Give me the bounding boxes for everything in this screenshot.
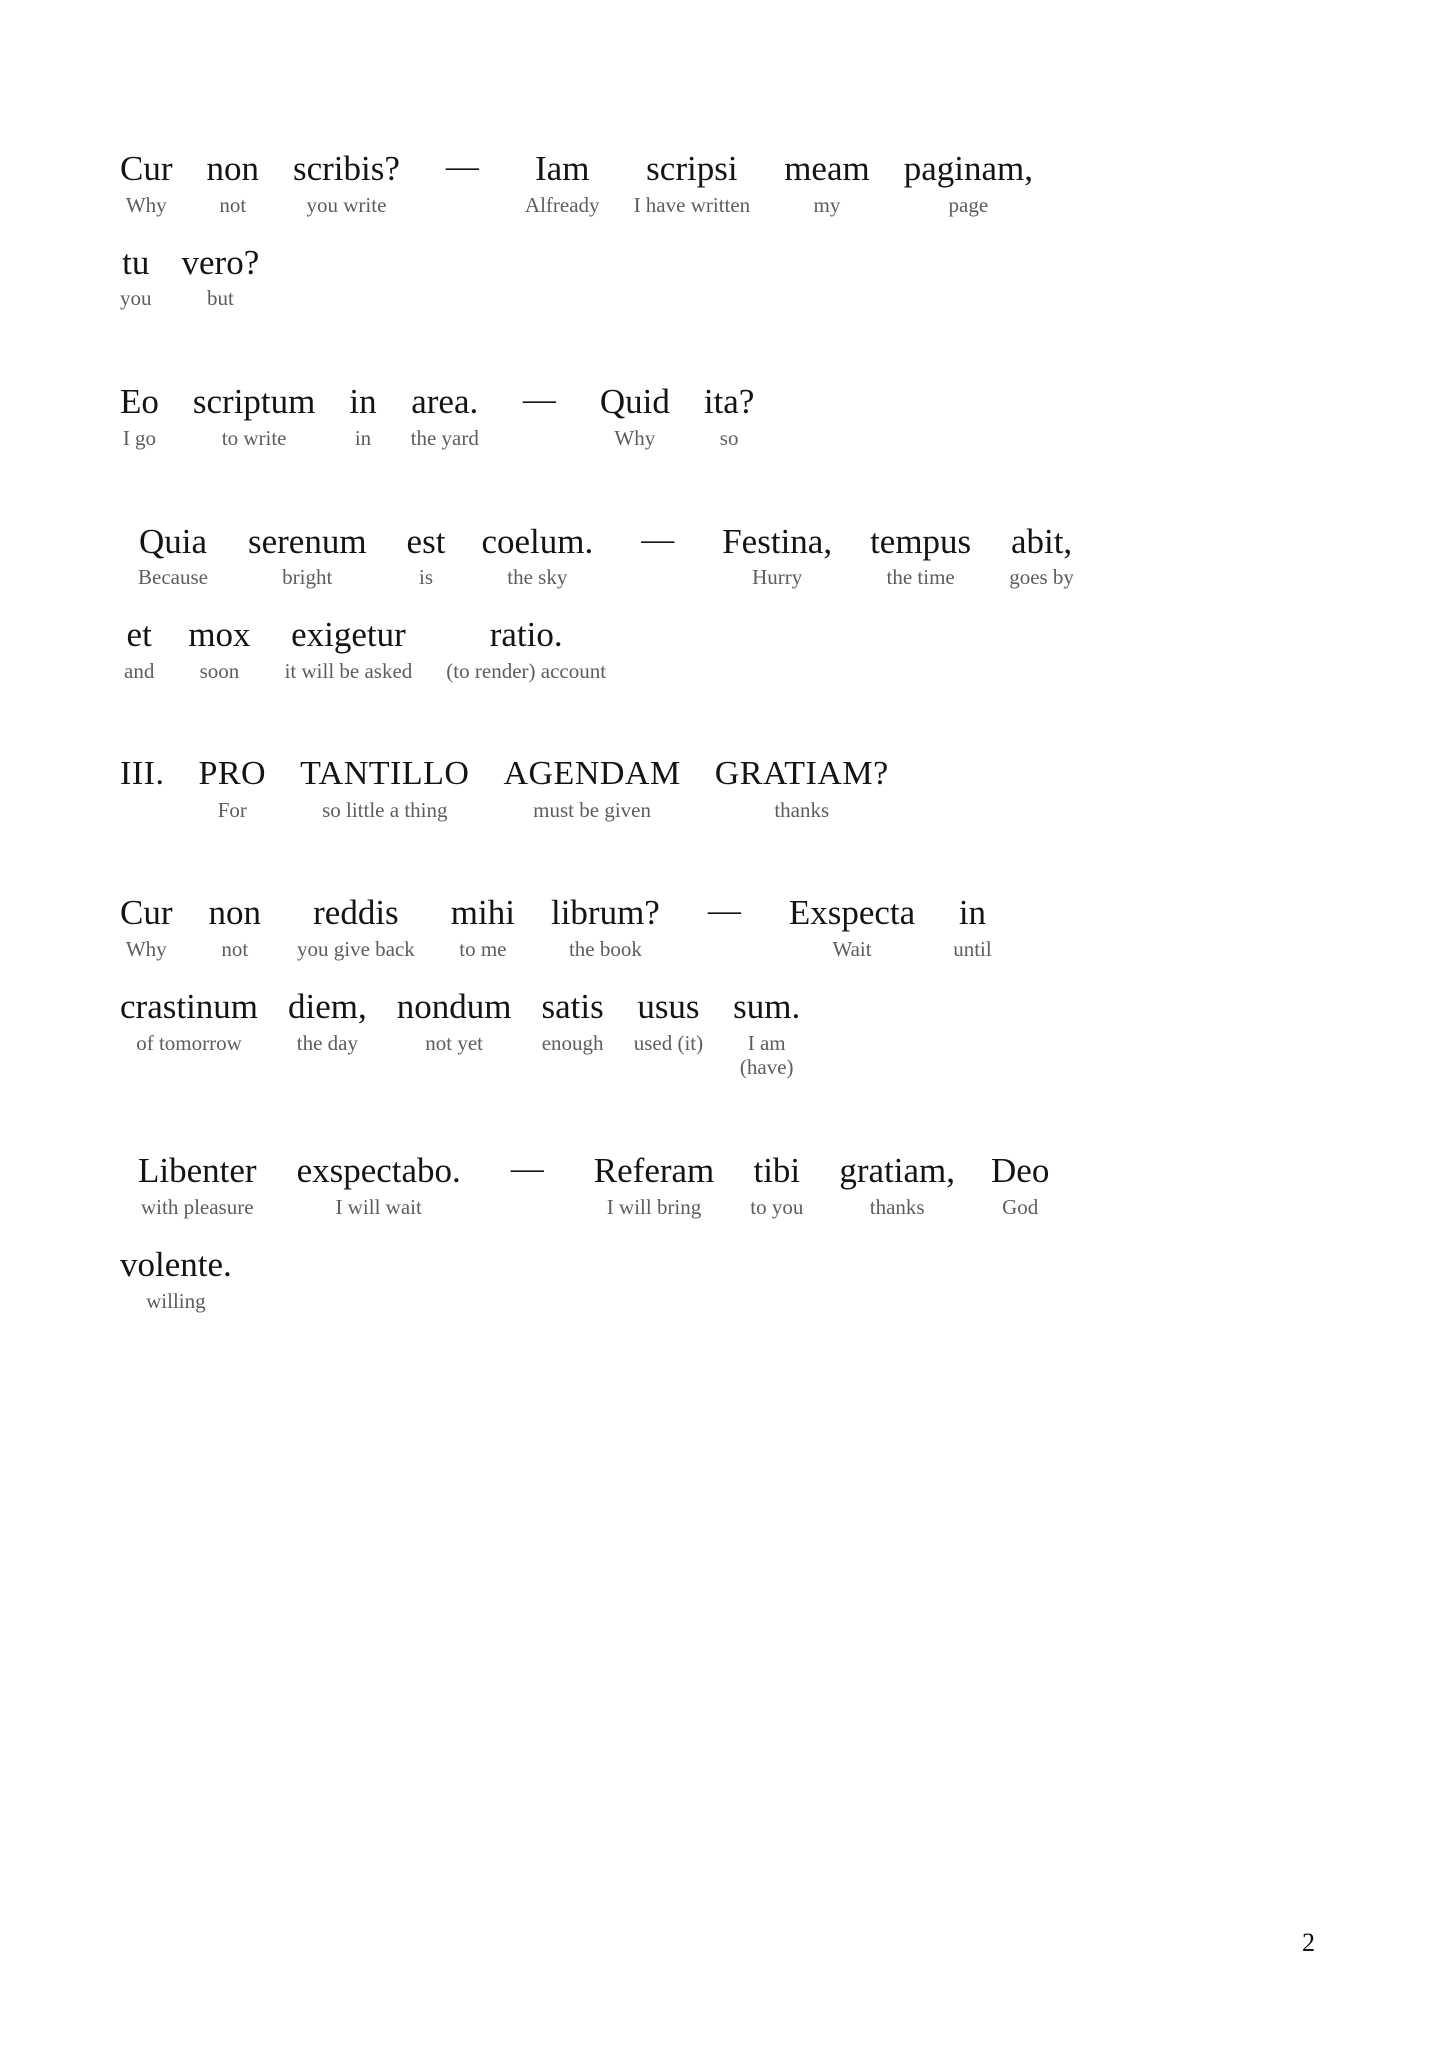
english-gloss: must be given [533, 797, 651, 822]
english-gloss: willing [146, 1288, 206, 1313]
latin-word: III. [120, 754, 165, 792]
word-pair [600, 383, 670, 451]
word-pair [594, 1152, 714, 1220]
sentence-block [120, 894, 1325, 1080]
interlinear-line [120, 894, 1325, 962]
english-gloss: the sky [507, 565, 568, 590]
english-gloss: is [418, 565, 433, 590]
page-number: 2 [1302, 1928, 1315, 1957]
english-gloss: used (it) [633, 1030, 704, 1055]
english-gloss: I will wait [335, 1194, 422, 1219]
english-gloss: thanks [774, 797, 830, 822]
latin-word: reddis [313, 893, 399, 933]
english-gloss: God [1002, 1194, 1039, 1219]
word-pair [293, 150, 400, 218]
word-pair [750, 1152, 803, 1220]
word-pair [789, 894, 915, 962]
english-gloss: you give back [297, 937, 415, 962]
dash-separator [446, 150, 479, 191]
latin-word: TANTILLO [300, 754, 470, 792]
english-gloss: I am [747, 1030, 786, 1055]
latin-word: in [958, 893, 987, 933]
english-gloss: the day [296, 1030, 359, 1055]
english-gloss: Why [125, 192, 167, 217]
word-pair [397, 988, 512, 1056]
word-pair [839, 1152, 955, 1220]
interlinear-line [120, 244, 1325, 312]
interlinear-line [120, 1246, 1325, 1314]
english-gloss: not yet [425, 1030, 483, 1055]
latin-word: crastinum [120, 986, 259, 1026]
latin-word: scribis? [293, 149, 400, 188]
word-pair [138, 1152, 257, 1220]
english-gloss: to write [221, 425, 287, 450]
english-gloss: and [124, 659, 155, 684]
dash-separator [641, 523, 674, 564]
latin-word: non [208, 893, 261, 933]
interlinear-line [120, 756, 1325, 822]
word-pair [300, 756, 469, 822]
latin-word: serenum [247, 521, 367, 561]
latin-word: Iam [535, 149, 590, 188]
word-pair [198, 756, 266, 822]
latin-word: PRO [198, 754, 267, 792]
english-gloss: Because [138, 565, 208, 590]
latin-word: GRATIAM? [714, 754, 889, 792]
word-pair [182, 244, 260, 312]
sentence-block [120, 523, 1325, 684]
latin-word: AGENDAM [503, 754, 681, 792]
em-dash: — [445, 149, 479, 185]
word-pair [870, 523, 971, 591]
interlinear-line [120, 988, 1325, 1080]
word-pair [542, 988, 604, 1056]
word-pair [407, 523, 446, 591]
word-pair [138, 523, 208, 591]
sentence-block [120, 383, 1325, 451]
english-gloss: Why [125, 937, 167, 962]
em-dash: — [641, 521, 675, 558]
word-pair [193, 383, 315, 451]
latin-word: Cur [120, 149, 173, 188]
word-pair [953, 894, 992, 962]
latin-word: abit, [1010, 521, 1073, 561]
latin-word: scriptum [192, 382, 316, 422]
latin-word: satis [541, 986, 604, 1026]
latin-word: Exspecta [788, 893, 916, 933]
english-gloss: Why [614, 425, 656, 450]
english-gloss-continuation: (have) [739, 1055, 794, 1080]
latin-word: Quia [138, 521, 207, 561]
latin-word: diem, [288, 986, 367, 1026]
latin-word: Festina, [722, 521, 833, 561]
english-gloss: the yard [410, 425, 479, 450]
word-pair [285, 616, 413, 684]
word-pair [551, 894, 660, 962]
interlinear-line [120, 150, 1325, 218]
english-gloss: Wait [832, 937, 872, 962]
word-pair [991, 1152, 1049, 1220]
sentence-block [120, 150, 1325, 311]
dash-separator [708, 894, 741, 935]
word-pair [120, 150, 173, 218]
word-pair [722, 523, 832, 591]
dash-separator [511, 1152, 544, 1193]
english-gloss: Alfready [524, 192, 600, 217]
em-dash: — [522, 382, 556, 419]
latin-word: paginam, [903, 149, 1033, 188]
word-pair [120, 244, 152, 312]
word-pair [120, 1246, 232, 1314]
latin-word: meam [784, 149, 870, 188]
word-pair [120, 756, 164, 798]
latin-word: est [406, 521, 446, 561]
english-gloss: so [719, 425, 739, 450]
latin-word: mihi [450, 893, 515, 933]
english-gloss: with pleasure [141, 1194, 254, 1219]
latin-word: volente. [120, 1244, 232, 1284]
word-pair [288, 988, 367, 1056]
word-pair [411, 383, 479, 451]
word-pair [349, 383, 376, 451]
word-pair [120, 894, 173, 962]
english-gloss: so little a thing [322, 797, 448, 822]
english-gloss: goes by [1009, 565, 1074, 590]
english-gloss: in [354, 425, 372, 450]
latin-word: in [349, 382, 377, 422]
english-gloss: of tomorrow [136, 1030, 242, 1055]
english-gloss: not [221, 937, 249, 962]
english-gloss: the time [886, 565, 955, 590]
latin-word: mox [188, 615, 251, 655]
latin-word: ita? [703, 382, 755, 422]
english-gloss: bright [282, 565, 333, 590]
word-pair [446, 616, 606, 684]
word-pair [124, 616, 154, 684]
word-pair [715, 756, 889, 822]
english-gloss: until [953, 937, 992, 962]
section-heading-block [120, 756, 1325, 822]
word-pair [209, 894, 262, 962]
word-pair [784, 150, 870, 218]
english-gloss: to me [459, 937, 507, 962]
english-gloss: not [219, 192, 247, 217]
english-gloss: (to render) account [446, 659, 607, 684]
latin-word: gratiam, [839, 1151, 956, 1191]
interlinear-content [120, 150, 1325, 1313]
english-gloss: I have written [633, 192, 751, 217]
latin-word: tu [122, 242, 150, 282]
english-gloss: I will bring [606, 1194, 702, 1219]
latin-word: Libenter [138, 1151, 257, 1191]
english-gloss: my [813, 192, 841, 217]
word-pair [704, 383, 755, 451]
word-pair [297, 894, 415, 962]
latin-word: Cur [120, 893, 173, 933]
latin-word: Deo [991, 1151, 1050, 1191]
word-pair [733, 988, 800, 1080]
word-pair [451, 894, 515, 962]
latin-word: et [126, 615, 152, 655]
english-gloss: thanks [869, 1194, 925, 1219]
latin-word: nondum [396, 986, 512, 1026]
interlinear-line [138, 523, 1325, 591]
english-gloss: I go [122, 425, 157, 450]
em-dash: — [707, 893, 741, 930]
word-pair [904, 150, 1033, 218]
latin-word: Quid [599, 382, 670, 422]
english-gloss: For [217, 797, 247, 822]
em-dash: — [510, 1151, 544, 1188]
latin-word: non [206, 149, 259, 188]
english-gloss: you [120, 286, 152, 311]
latin-word: coelum. [481, 521, 594, 561]
latin-word: Eo [120, 382, 159, 422]
english-gloss: page [948, 192, 989, 217]
english-gloss: soon [199, 659, 240, 684]
word-pair [120, 383, 159, 451]
latin-word: area. [411, 382, 479, 422]
english-gloss: but [206, 286, 234, 311]
english-gloss: enough [541, 1030, 604, 1055]
latin-word: sum. [733, 986, 801, 1026]
word-pair [207, 150, 260, 218]
word-pair [525, 150, 600, 218]
latin-word: usus [637, 986, 700, 1026]
latin-word: vero? [181, 242, 260, 282]
latin-word: exigetur [291, 615, 406, 655]
latin-word: tempus [870, 521, 972, 561]
latin-word: tibi [753, 1151, 801, 1191]
interlinear-line [124, 616, 1325, 684]
interlinear-line [138, 1152, 1325, 1220]
english-gloss: to you [750, 1194, 804, 1219]
latin-word: ratio. [489, 615, 563, 655]
latin-word: Referam [593, 1151, 715, 1191]
latin-word: scripsi [646, 149, 738, 188]
word-pair [634, 150, 751, 218]
word-pair [248, 523, 367, 591]
english-gloss: you write [306, 192, 387, 217]
word-pair [1009, 523, 1074, 591]
interlinear-line [120, 383, 1325, 451]
word-pair [188, 616, 250, 684]
english-gloss: Hurry [752, 565, 803, 590]
word-pair [503, 756, 680, 822]
word-pair [297, 1152, 461, 1220]
word-pair [120, 988, 258, 1056]
word-pair [634, 988, 703, 1056]
latin-word: librum? [550, 893, 660, 933]
latin-word: exspectabo. [296, 1151, 461, 1191]
english-gloss: the book [568, 937, 642, 962]
english-gloss: it will be asked [284, 659, 413, 684]
word-pair [481, 523, 593, 591]
sentence-block [120, 1152, 1325, 1313]
dash-separator [523, 383, 556, 424]
